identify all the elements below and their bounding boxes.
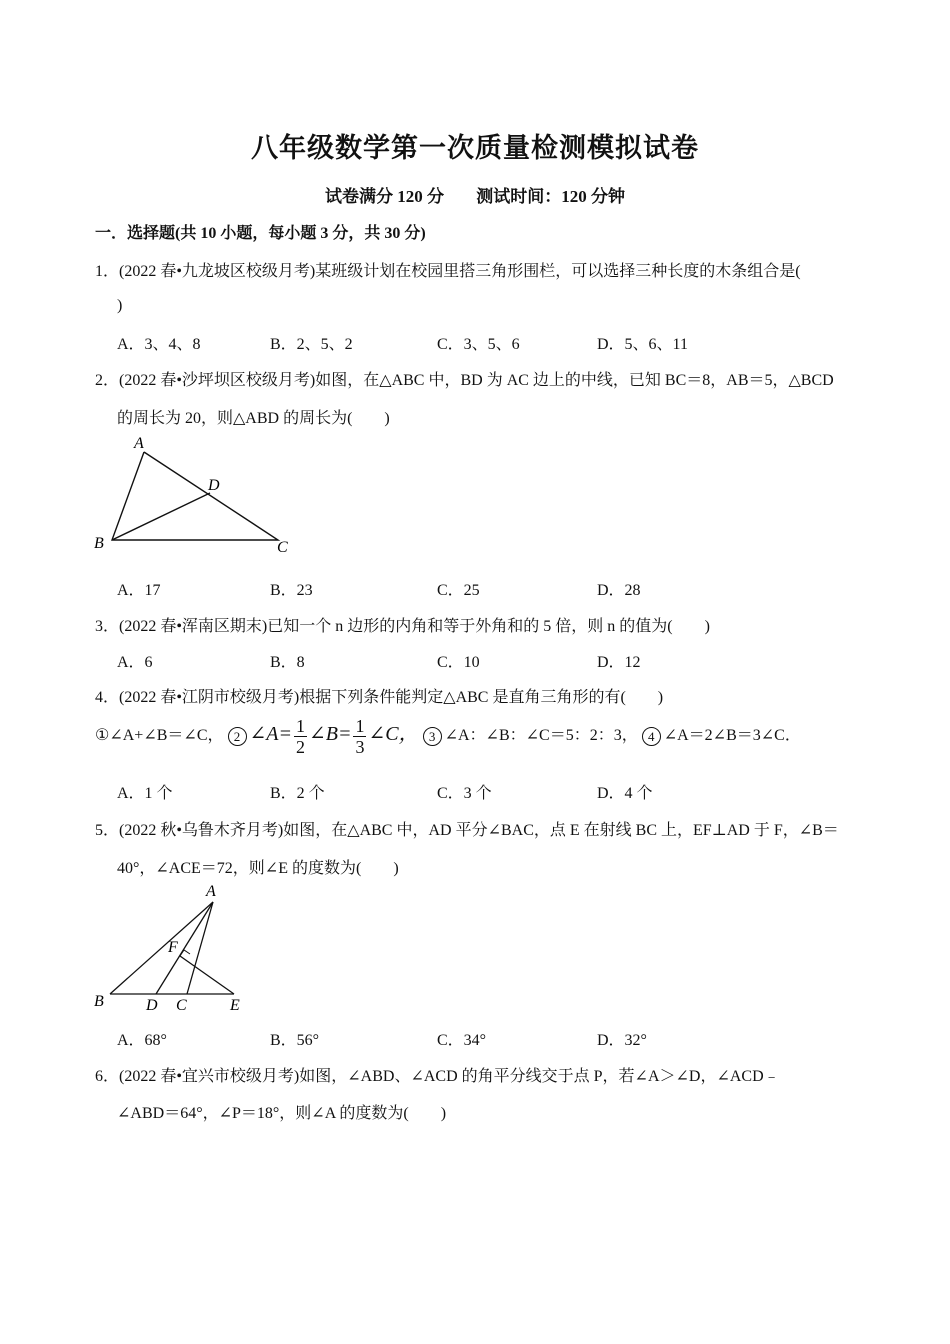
- label-c: C: [176, 997, 187, 1014]
- label-c: C: [277, 539, 288, 556]
- condition-2-c: ∠C，: [368, 723, 419, 746]
- q2-option-d: D．28: [597, 582, 641, 599]
- q5-option-a: A．68°: [117, 1032, 167, 1049]
- total-score: 试卷满分 120 分: [325, 187, 444, 206]
- page-title: 八年级数学第一次质量检测模拟试卷: [251, 133, 699, 163]
- fraction-half: $\frac{1}{2}$: [295, 716, 305, 757]
- time-limit: 测试时间：120 分钟: [476, 187, 625, 206]
- q1-option-d: D．5、6、11: [597, 336, 688, 353]
- q4-option-b: B．2 个: [270, 785, 325, 802]
- question-1-text: 1．(2022 春•九龙坡区校级月考)某班级计划在校园里搭三角形围栏，可以选择三种长度的木条组合是(: [95, 263, 801, 280]
- question-6-text-cont: ∠ABD＝64°，∠P＝18°，则∠A 的度数为( ): [117, 1105, 447, 1122]
- label-d: D: [208, 477, 220, 494]
- label-e: E: [230, 997, 240, 1014]
- question-3-text: 3．(2022 春•浑南区期末)已知一个 n 边形的内角和等于外角和的 5 倍，则 n 的值为( ): [95, 618, 710, 635]
- q5-triangle-figure: [88, 880, 258, 1015]
- circle-2-icon: 2: [228, 727, 247, 746]
- q1-option-a: A．3、4、8: [117, 336, 201, 353]
- q4-conditions: [95, 716, 801, 757]
- q3-option-d: D．12: [597, 654, 641, 671]
- condition-3: ∠A：∠B：∠C＝5：2：3，: [444, 727, 638, 745]
- q3-option-b: B．8: [270, 654, 305, 671]
- exam-info: [0, 182, 950, 207]
- label-a: A: [134, 435, 144, 452]
- label-a: A: [206, 883, 216, 900]
- q3-option-c: C．10: [437, 654, 480, 671]
- q2-option-a: A．17: [117, 582, 161, 599]
- question-5-text-cont: 40°，∠ACE＝72，则∠E 的度数为( ): [117, 860, 399, 877]
- q4-option-c: C．3 个: [437, 785, 492, 802]
- section-heading: 一．选择题(共 10 小题，每小题 3 分，共 30 分): [95, 225, 426, 242]
- condition-1: ①∠A+∠B＝∠C，: [95, 727, 224, 745]
- question-2-text: 2．(2022 春•沙坪坝区校级月考)如图，在△ABC 中，BD 为 AC 边上的中线，已知 BC＝8，AB＝5，△BCD: [95, 372, 834, 389]
- q3-option-a: A．6: [117, 654, 153, 671]
- question-2-text-cont: 的周长为 20，则△ABD 的周长为( ): [117, 410, 390, 427]
- condition-2-b: ∠B=: [308, 723, 352, 746]
- condition-2-a: ∠A=: [249, 723, 292, 746]
- q4-option-d: D．4 个: [597, 785, 653, 802]
- q2-option-b: B．23: [270, 582, 313, 599]
- question-6-text: 6．(2022 春•宜兴市校级月考)如图，∠ABD、∠ACD 的角平分线交于点 P，若∠A＞∠D，∠ACD﹣: [95, 1068, 780, 1085]
- label-f: F: [168, 939, 178, 956]
- circle-3-icon: 3: [423, 727, 442, 746]
- label-b: B: [94, 993, 104, 1010]
- circle-4-icon: 4: [642, 727, 661, 746]
- question-4-text: 4．(2022 春•江阴市校级月考)根据下列条件能判定△ABC 是直角三角形的有( ): [95, 689, 664, 706]
- condition-4: ∠A＝2∠B＝3∠C．: [663, 727, 801, 745]
- q5-option-c: C．34°: [437, 1032, 487, 1049]
- q5-option-b: B．56°: [270, 1032, 320, 1049]
- q5-option-d: D．32°: [597, 1032, 647, 1049]
- q1-option-c: C．3、5、6: [437, 336, 520, 353]
- label-b: B: [94, 535, 104, 552]
- q4-option-a: A．1 个: [117, 785, 173, 802]
- q2-option-c: C．25: [437, 582, 480, 599]
- question-5-text: 5．(2022 秋•乌鲁木齐月考)如图，在△ABC 中，AD 平分∠BAC，点 E 在射线 BC 上，EF⊥AD 于 F，∠B＝: [95, 822, 839, 839]
- q2-triangle-figure: [88, 430, 308, 560]
- fraction-third: $\frac{1}{3}$: [355, 716, 365, 757]
- label-d: D: [146, 997, 158, 1014]
- q1-option-b: B．2、5、2: [270, 336, 353, 353]
- question-1-text-cont: ): [117, 297, 123, 314]
